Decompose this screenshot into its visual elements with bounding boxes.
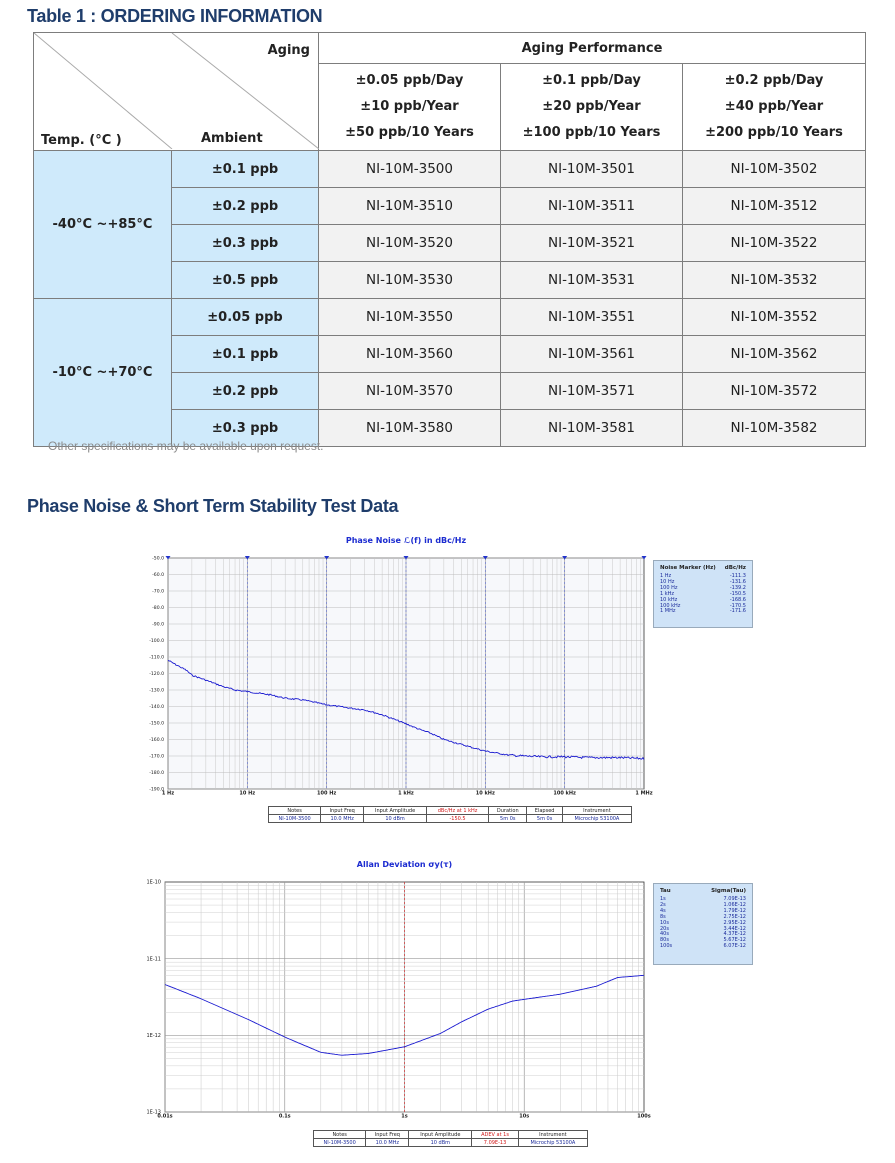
legend-header-cell: Sigma(Tau) <box>711 888 746 894</box>
temp-label: Temp. (°C ) <box>41 133 122 148</box>
info-cell: 5m 0s <box>489 815 527 823</box>
info-cell: Elapsed <box>527 807 562 815</box>
legend-cell: 4.37E-12 <box>723 931 746 938</box>
part-number-cell: NI-10M-3561 <box>501 336 683 373</box>
part-number-cell: NI-10M-3580 <box>319 410 501 447</box>
y-tick-label: 1E-11 <box>146 956 161 963</box>
x-tick-label: 1s <box>401 1113 408 1120</box>
y-tick-label: -110.0 <box>149 655 164 661</box>
part-number-cell: NI-10M-3552 <box>683 299 866 336</box>
y-tick-label: 1E-12 <box>146 1033 161 1040</box>
info-headers-row <box>314 1131 588 1139</box>
aging-rate-line: ±0.2 ppb/Day <box>724 73 824 88</box>
info-cell: Notes <box>269 807 321 815</box>
legend-cell: 10 Hz <box>660 578 675 585</box>
aging-rate-line: ±10 ppb/Year <box>360 99 459 114</box>
ambient-cell: ±0.1 ppb <box>172 151 319 188</box>
x-tick-label: 1 MHz <box>635 790 653 797</box>
part-number-cell: NI-10M-3512 <box>683 188 866 225</box>
y-tick-label: -70.0 <box>152 589 164 595</box>
chart-legend-table <box>653 883 753 965</box>
part-number-cell: NI-10M-3551 <box>501 299 683 336</box>
part-number-cell: NI-10M-3572 <box>683 373 866 410</box>
info-cell: Input Freq <box>366 1131 409 1139</box>
legend-cell: 100 Hz <box>660 584 678 591</box>
aging-label: Aging <box>267 43 310 58</box>
info-cell: Input Freq <box>321 807 364 815</box>
x-tick-label: 1 Hz <box>161 790 175 797</box>
x-tick-label: 10 kHz <box>475 790 495 797</box>
legend-cell: 5.67E-12 <box>723 937 746 944</box>
legend-cell: -139.2 <box>729 584 746 591</box>
part-number-cell: NI-10M-3500 <box>319 151 501 188</box>
aging-rate-line: ±0.05 ppb/Day <box>355 73 464 88</box>
legend-header-cell: Tau <box>660 888 671 894</box>
legend-cell: 10s <box>660 919 669 926</box>
ambient-cell: ±0.05 ppb <box>172 299 319 336</box>
legend-cell: 100s <box>660 943 673 950</box>
info-cell: 7.09E-13 <box>472 1139 518 1147</box>
info-cell: Input Amplitude <box>364 807 427 815</box>
part-number-cell: NI-10M-3532 <box>683 262 866 299</box>
info-cell: Duration <box>489 807 527 815</box>
ambient-cell: ±0.1 ppb <box>172 336 319 373</box>
y-tick-label: -190.0 <box>149 787 164 793</box>
aging-performance-header: Aging Performance <box>319 33 866 64</box>
part-number-cell: NI-10M-3522 <box>683 225 866 262</box>
legend-cell: 1s <box>660 896 666 902</box>
info-headers-row <box>269 807 632 815</box>
part-number-cell: NI-10M-3581 <box>501 410 683 447</box>
legend-cell: 20s <box>660 925 669 932</box>
x-tick-label: 10s <box>519 1113 530 1120</box>
x-tick-label: 100 kHz <box>553 790 576 797</box>
legend-cell: -111.3 <box>729 573 746 579</box>
info-cell: 10 dBm <box>409 1139 472 1147</box>
part-number-cell: NI-10M-3570 <box>319 373 501 410</box>
legend-cell: 1.06E-12 <box>723 901 746 908</box>
info-cell: 5m 0s <box>527 815 562 823</box>
legend-cell: 100 kHz <box>660 602 681 609</box>
legend-cell: -171.6 <box>729 608 746 615</box>
part-number-cell: NI-10M-3520 <box>319 225 501 262</box>
part-number-cell: NI-10M-3501 <box>501 151 683 188</box>
y-tick-label: -140.0 <box>149 705 164 711</box>
aging-rate-line: ±100 ppb/10 Years <box>522 125 661 140</box>
info-cell: NI-10M-3500 <box>314 1139 366 1147</box>
x-tick-label: 100 Hz <box>317 790 337 797</box>
legend-header-cell: Noise Marker (Hz) <box>660 565 716 571</box>
aging-rate-line: ±20 ppb/Year <box>542 99 641 114</box>
legend-row <box>654 944 752 950</box>
part-number-cell: NI-10M-3510 <box>319 188 501 225</box>
part-number-cell: NI-10M-3530 <box>319 262 501 299</box>
legend-cell: 1.79E-12 <box>723 907 746 914</box>
aging-rate-line: ±40 ppb/Year <box>724 99 824 114</box>
chart-legend-table <box>653 560 753 628</box>
x-tick-label: 1 kHz <box>398 790 414 797</box>
measurement-info-table <box>313 1130 588 1147</box>
temp-range-cell: -40°C ~+85°C <box>34 151 172 299</box>
y-tick-label: -60.0 <box>152 573 164 579</box>
legend-cell: -170.5 <box>729 602 746 609</box>
ambient-cell: ±0.5 ppb <box>172 262 319 299</box>
aging-rate-line: ±50 ppb/10 Years <box>345 125 474 140</box>
y-tick-label: -90.0 <box>152 622 164 628</box>
info-cell: Instrument <box>562 807 631 815</box>
legend-cell: 3.44E-12 <box>723 925 746 932</box>
x-tick-label: 0.1s <box>278 1113 291 1120</box>
part-number-cell: NI-10M-3560 <box>319 336 501 373</box>
legend-cell: 10 kHz <box>660 596 678 603</box>
ordering-note: Other specifications may be available upon request. <box>48 439 324 453</box>
info-cell: Microchip 53100A <box>518 1139 587 1147</box>
info-cell: -150.5 <box>426 815 488 823</box>
y-tick-label: -160.0 <box>149 738 164 744</box>
y-tick-label: -150.0 <box>149 721 164 727</box>
section-title: Phase Noise & Short Term Stability Test Data <box>27 496 399 516</box>
y-tick-label: 1E-10 <box>146 879 161 886</box>
ambient-cell: ±0.2 ppb <box>172 188 319 225</box>
info-cell: 10.0 MHz <box>321 815 364 823</box>
part-number-cell: NI-10M-3582 <box>683 410 866 447</box>
info-cell: 10 dBm <box>364 815 427 823</box>
info-cell: NI-10M-3500 <box>269 815 321 823</box>
legend-cell: 2.75E-12 <box>723 913 746 920</box>
legend-cell: 8s <box>660 913 666 920</box>
legend-cell: 40s <box>660 931 669 938</box>
legend-cell: 6.07E-12 <box>723 943 746 950</box>
y-tick-label: -50.0 <box>152 556 164 562</box>
legend-cell: 1 MHz <box>660 608 676 615</box>
info-values-row <box>269 815 632 823</box>
legend-cell: 2.95E-12 <box>723 919 746 926</box>
x-tick-label: 100s <box>637 1113 651 1120</box>
info-cell: dBc/Hz at 1 kHz <box>426 807 488 815</box>
y-tick-label: -180.0 <box>149 771 164 777</box>
ambient-cell: ±0.2 ppb <box>172 373 319 410</box>
legend-cell: -150.5 <box>729 590 746 597</box>
part-number-cell: NI-10M-3562 <box>683 336 866 373</box>
info-cell: Notes <box>314 1131 366 1139</box>
aging-rate-line: ±200 ppb/10 Years <box>705 125 843 140</box>
legend-cell: 1 Hz <box>660 573 672 579</box>
y-tick-label: -80.0 <box>152 606 164 612</box>
legend-cell: 7.09E-13 <box>723 896 746 902</box>
chart-title: Phase Noise ℒ(f) in dBc/Hz <box>345 536 467 545</box>
measurement-info-table <box>268 806 632 823</box>
part-number-cell: NI-10M-3571 <box>501 373 683 410</box>
legend-cell: 4s <box>660 907 666 914</box>
info-cell: Instrument <box>518 1131 587 1139</box>
part-number-cell: NI-10M-3550 <box>319 299 501 336</box>
legend-header-cell: dBc/Hz <box>724 565 746 571</box>
ordering-table-title: Table 1 : ORDERING INFORMATION <box>27 6 323 26</box>
legend-cell: 1 kHz <box>660 590 675 597</box>
legend-cell: -168.6 <box>729 596 746 603</box>
legend-row <box>654 609 752 615</box>
info-cell: ADEV at 1s <box>472 1131 518 1139</box>
x-tick-label: 0.01s <box>157 1113 173 1120</box>
legend-cell: -131.6 <box>729 578 746 585</box>
legend-cell: 2s <box>660 901 666 908</box>
y-tick-label: -130.0 <box>149 688 164 694</box>
part-number-cell: NI-10M-3531 <box>501 262 683 299</box>
ambient-cell: ±0.3 ppb <box>172 410 319 447</box>
part-number-cell: NI-10M-3511 <box>501 188 683 225</box>
ambient-label: Ambient <box>201 131 263 146</box>
temp-range-cell: -10°C ~+70°C <box>34 299 172 447</box>
aging-rate-line: ±0.1 ppb/Day <box>542 73 641 88</box>
y-tick-label: 1E-13 <box>146 1109 161 1116</box>
part-number-cell: NI-10M-3521 <box>501 225 683 262</box>
info-cell: 10.0 MHz <box>366 1139 409 1147</box>
chart-title: Allan Deviation σy(τ) <box>356 860 453 869</box>
legend-cell: 80s <box>660 937 669 944</box>
part-number-cell: NI-10M-3502 <box>683 151 866 188</box>
y-tick-label: -170.0 <box>149 754 164 760</box>
info-cell: Input Amplitude <box>409 1131 472 1139</box>
y-tick-label: -100.0 <box>149 639 164 645</box>
info-cell: Microchip 53100A <box>562 815 631 823</box>
x-tick-label: 10 Hz <box>239 790 256 797</box>
ambient-cell: ±0.3 ppb <box>172 225 319 262</box>
info-values-row <box>314 1139 588 1147</box>
y-tick-label: -120.0 <box>149 672 164 678</box>
